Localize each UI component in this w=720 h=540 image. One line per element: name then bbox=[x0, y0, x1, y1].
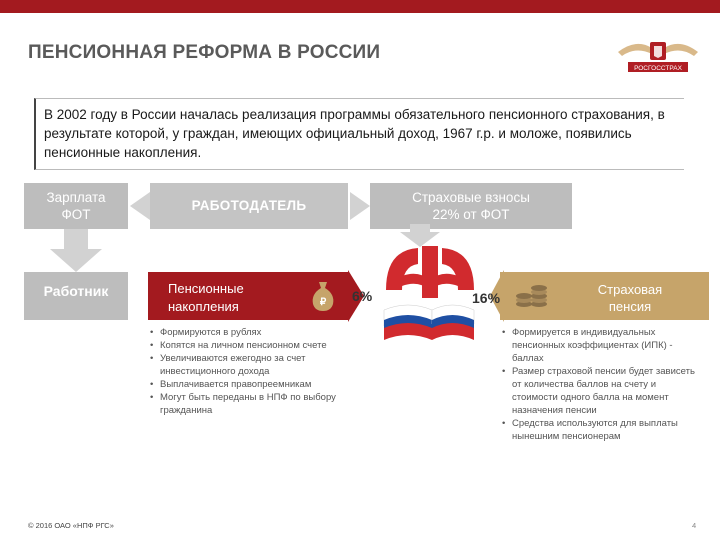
money-bag-icon bbox=[310, 280, 336, 312]
contributions-box bbox=[370, 183, 572, 229]
contributions-label: Страховые взносы bbox=[412, 190, 530, 205]
logo-text: РОСГОССТРАХ bbox=[634, 65, 682, 72]
insured-percent: 16% bbox=[472, 290, 501, 306]
employer-box bbox=[150, 183, 348, 229]
top-bar bbox=[0, 0, 720, 13]
worker-box bbox=[24, 272, 128, 320]
list-item: • Могут быть переданы в НПФ по выбору гражданина bbox=[150, 391, 360, 417]
insured-sublabel: пенсия bbox=[608, 299, 652, 314]
savings-sublabel: накопления bbox=[168, 299, 239, 314]
list-item: • Увеличиваются ежегодно за счет инвестиционного дохода bbox=[150, 352, 360, 378]
intro-box bbox=[34, 98, 684, 170]
coins-icon bbox=[514, 282, 550, 310]
left-arrow bbox=[126, 190, 156, 222]
contributions-rate: 22% от ФОТ bbox=[432, 207, 510, 222]
insured-pension-box bbox=[500, 272, 709, 320]
list-item: • Копятся на личном пенсионном счете bbox=[150, 339, 360, 352]
intro-text: В 2002 году в России началась реализация программы обязательного пенсионного страхования, в результате которой, у граждан, имеющих официальный доход, 1967 г.р. и моложе, появились пенсионные накопления. bbox=[44, 107, 665, 160]
down-arrow-worker bbox=[46, 229, 106, 273]
page-number: 4 bbox=[692, 521, 697, 530]
list-item: • Выплачивается правопреемникам bbox=[150, 378, 360, 391]
salary-label: Зарплата bbox=[46, 190, 106, 205]
list-item: • Формируются в рублях bbox=[150, 326, 360, 339]
right-arrow bbox=[344, 190, 374, 222]
savings-label: Пенсионные bbox=[168, 281, 244, 296]
employer-label: РАБОТОДАТЕЛЬ bbox=[191, 198, 307, 213]
svg-text:₽: ₽ bbox=[319, 297, 327, 308]
savings-box bbox=[148, 272, 348, 320]
list-item: • Формируется в индивидуальных пенсионных коэффициентах (ИПК) - баллах bbox=[502, 326, 702, 365]
insured-label: Страховая bbox=[597, 282, 663, 297]
list-item: • Размер страховой пенсии будет зависеть от количества баллов на счету и стоимости одного балла на момент назначения пенсии bbox=[502, 365, 702, 417]
company-logo bbox=[612, 30, 704, 78]
worker-label: Работник bbox=[43, 283, 109, 299]
insured-list bbox=[502, 326, 702, 443]
page-title: ПЕНСИОННАЯ РЕФОРМА В РОССИИ bbox=[28, 42, 381, 63]
salary-sublabel: ФОТ bbox=[61, 207, 91, 222]
list-item: • Средства используются для выплаты нынешним пенсионерам bbox=[502, 417, 702, 443]
savings-percent: 6% bbox=[352, 288, 373, 304]
savings-list bbox=[150, 326, 360, 417]
salary-box bbox=[24, 183, 128, 229]
footer-copyright: © 2016 ОАО «НПФ РГС» bbox=[28, 521, 114, 530]
